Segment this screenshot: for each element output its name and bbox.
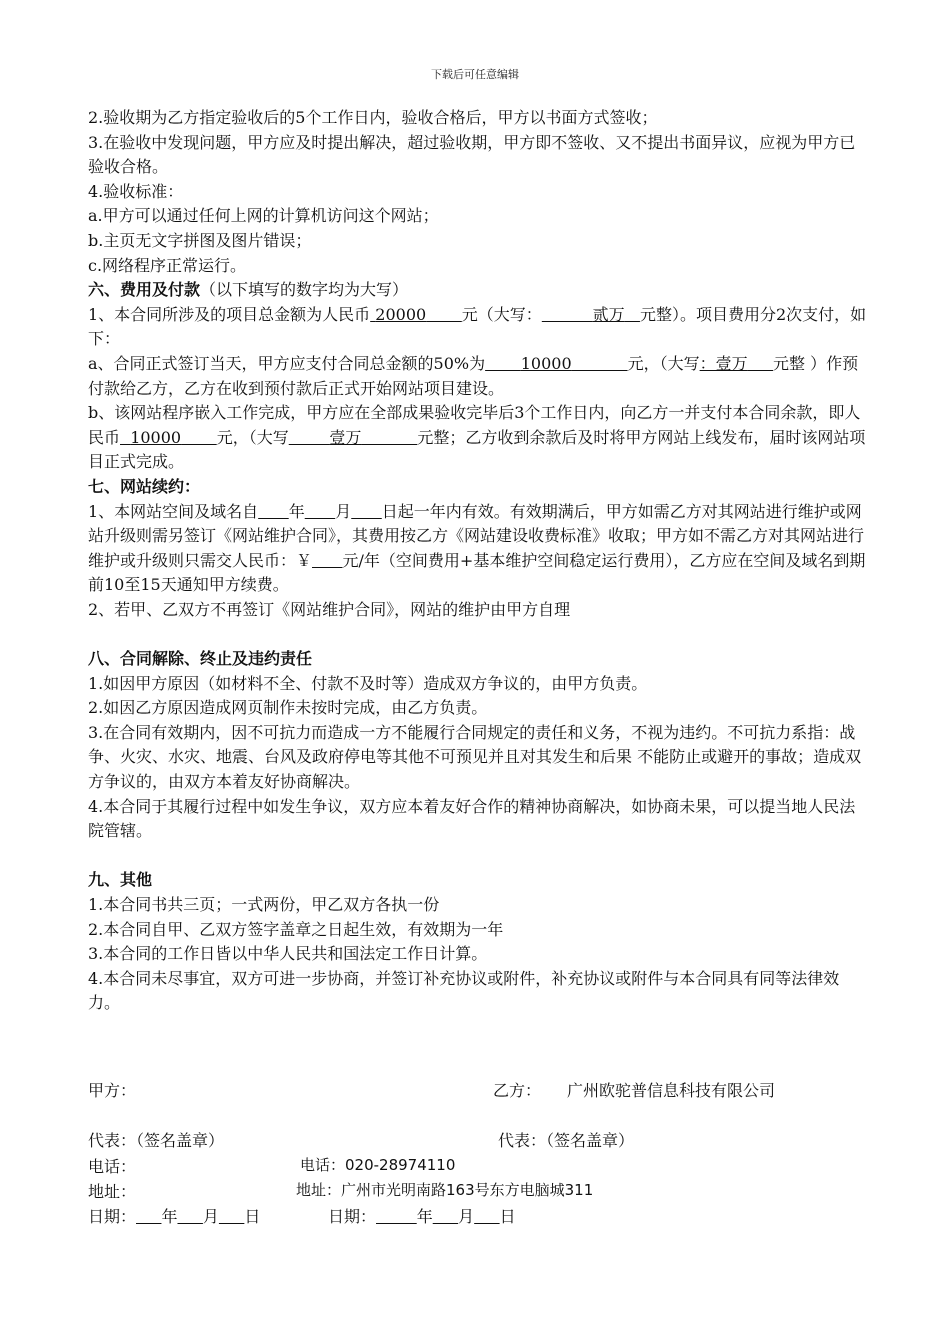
- prepay-amount-capital-value: ：壹万: [699, 353, 748, 373]
- party-b-name: 广州欧驼普信息科技有限公司: [567, 1081, 776, 1100]
- date-b-month: 月: [458, 1207, 475, 1226]
- blank-year: [258, 502, 289, 521]
- clause-6-1-text-3: 元整）。项目费用分2次支付，如下：: [88, 304, 867, 349]
- clause-6-1: [88, 303, 868, 352]
- clause-7-2: 2、若甲、乙双方不再签订《网站维护合同》，网站的维护由甲方自理: [88, 599, 571, 619]
- clause-8-1: 1.如因甲方原因（如材料不全、付款不及时等）造成双方争议的，由甲方负责。: [88, 673, 648, 693]
- date-a-year: 年: [161, 1207, 178, 1226]
- total-amount-capital-value: 贰万: [592, 304, 625, 324]
- phone-b: 电话：020-28974110: [300, 1156, 456, 1174]
- clause-5-4: 4.验收标准：: [88, 181, 184, 201]
- section-6-note: （以下填写的数字均为大写）: [200, 280, 409, 300]
- address-b: 地址：广州市光明南路163号东方电脑城311: [296, 1181, 594, 1199]
- clause-5-3: 3.在验收中发现问题，甲方应及时提出解决，超过验收期，甲方即不签收、又不提出书面异议，应视为甲方已验收合格。: [88, 132, 856, 177]
- blank-month: [305, 502, 336, 521]
- spacer: [88, 622, 868, 647]
- balance-amount: [120, 428, 217, 447]
- blank-date-a-year: [136, 1207, 161, 1226]
- address-a: 地址：: [88, 1182, 137, 1201]
- party-a-label: 甲方：: [88, 1081, 137, 1100]
- blank-date-b-month: [433, 1207, 458, 1226]
- clause-8-2: 2.如因乙方原因造成网页制作未按时完成，由乙方负责。: [88, 698, 488, 718]
- clause-6-a-text-2: 元，（大写: [627, 353, 700, 373]
- blank-date-a-day: [219, 1207, 244, 1226]
- clause-7-1-text-2: 日起一年内有效。有效期满后，甲方如需乙方对其网站进行维护或网站升级则需另签订《网站维护合同》，其费用按乙方《网站建设收费标准》收取；甲方如不需乙方对其网站进行维护或升级则只需交人民币：￥: [88, 501, 865, 570]
- total-amount-capital: [542, 305, 640, 324]
- clause-5-2: 2.验收期为乙方指定验收后的5个工作日内，验收合格后，甲方以书面方式签收；: [88, 108, 658, 127]
- prepay-amount-value: 10000: [520, 353, 572, 373]
- month-label: 月: [335, 501, 352, 521]
- blank-day: [351, 502, 382, 521]
- contract-body: [88, 106, 868, 1016]
- clause-6-a-text-3: 元整 ）作预付款给乙方，乙方在收到预付款后正式开始网站项目建设。: [88, 353, 859, 398]
- clause-6-b-text-2: 元，（大写: [216, 427, 289, 447]
- date-b-day: 日: [499, 1207, 516, 1226]
- phone-a: 电话：: [88, 1157, 137, 1176]
- prepay-amount-capital: [700, 354, 773, 373]
- clause-8-3: 3.在合同有效期内，因不可抗力而造成一方不能履行合同规定的责任和义务，不视为违约。不可抗力系指：战争、火灾、水灾、地震、台风及政府停电等其他不可预见并且对其发生和后果 不能防止或避开的事故；造成双方争议的，由双方本着友好协商解决。: [88, 722, 862, 792]
- clause-9-2: 2.本合同自甲、乙双方签字盖章之日起生效，有效期为一年: [88, 919, 504, 939]
- date-a: [88, 1204, 260, 1227]
- rep-a: 代表：（签名盖章）: [88, 1131, 225, 1150]
- prepay-amount: [485, 354, 627, 373]
- section-9-title: 九、其他: [88, 870, 153, 890]
- date-b-year: 年: [416, 1207, 433, 1226]
- party-b-label: 乙方：: [493, 1081, 542, 1100]
- clause-9-1: 1.本合同书共三页；一式两份，甲乙双方各执一份: [88, 895, 440, 914]
- clause-6-a: [88, 352, 868, 401]
- criterion-a: a.甲方可以通过任何上网的计算机访问这个网站；: [88, 206, 439, 226]
- total-amount-value: 20000: [375, 304, 427, 324]
- section-6-title: 六、费用及付款: [88, 280, 201, 300]
- clause-7-1: [88, 500, 868, 598]
- clause-6-a-text: a、合同正式签订当天，甲方应支付合同总金额的50%为: [88, 353, 486, 373]
- year-label: 年: [288, 501, 305, 521]
- clause-6-1-text: 1、本合同所涉及的项目总金额为人民币: [88, 304, 371, 324]
- blank-date-a-month: [177, 1207, 202, 1226]
- rep-b: 代表：（签名盖章）: [498, 1131, 635, 1150]
- date-b-label: 日期：: [328, 1207, 377, 1226]
- section-8-title: 八、合同解除、终止及违约责任: [88, 649, 313, 669]
- clause-9-4: 4.本合同未尽事宜，双方可进一步协商，并签订补充协议或附件，补充协议或附件与本合同具有同等法律效力。: [88, 968, 840, 1013]
- spacer: [88, 844, 868, 869]
- blank-fee: [312, 551, 343, 570]
- clause-6-b-text-3: 元整；乙方收到余款后及时将甲方网站上线发布，届时该网站项目正式完成。: [88, 427, 866, 472]
- section-7-title: 七、网站续约：: [88, 476, 201, 496]
- balance-amount-capital-value: 壹万: [329, 427, 362, 447]
- date-a-label: 日期：: [88, 1207, 137, 1226]
- date-a-day: 日: [244, 1207, 261, 1226]
- clause-7-1-text: 1、本网站空间及域名自: [88, 501, 259, 521]
- clause-8-4: 4.本合同于其履行过程中如发生争议，双方应本着友好合作的精神协商解决，如协商未果，可以提当地人民法院管辖。: [88, 796, 856, 841]
- clause-6-b: [88, 401, 868, 475]
- clause-7-1-text-3: 元/年（空间费用+基本维护空间稳定运行费用），乙方应在空间及域名到期前10至15天通知甲方续费。: [88, 550, 866, 595]
- balance-amount-capital: [289, 428, 418, 447]
- page-header: 下载后可任意编辑: [431, 68, 519, 81]
- clause-6-b-text: b、该网站程序嵌入工作完成，甲方应在全部成果验收完毕后3个工作日内，向乙方一并支付本合同余款，即人民币: [88, 403, 861, 447]
- section-6-heading: [88, 278, 868, 303]
- blank-date-b-year: [376, 1207, 417, 1226]
- date-a-month: 月: [202, 1207, 219, 1226]
- date-b: [328, 1204, 516, 1227]
- total-amount: [370, 305, 462, 324]
- blank-date-b-day: [474, 1207, 499, 1226]
- criterion-b: b.主页无文字拼图及图片错误；: [88, 230, 312, 250]
- criterion-c: c.网络程序正常运行。: [88, 255, 247, 275]
- balance-amount-value: 10000: [130, 427, 182, 447]
- clause-6-1-text-2: 元（大写：: [461, 304, 542, 324]
- clause-9-3: 3.本合同的工作日皆以中华人民共和国法定工作日计算。: [88, 944, 488, 964]
